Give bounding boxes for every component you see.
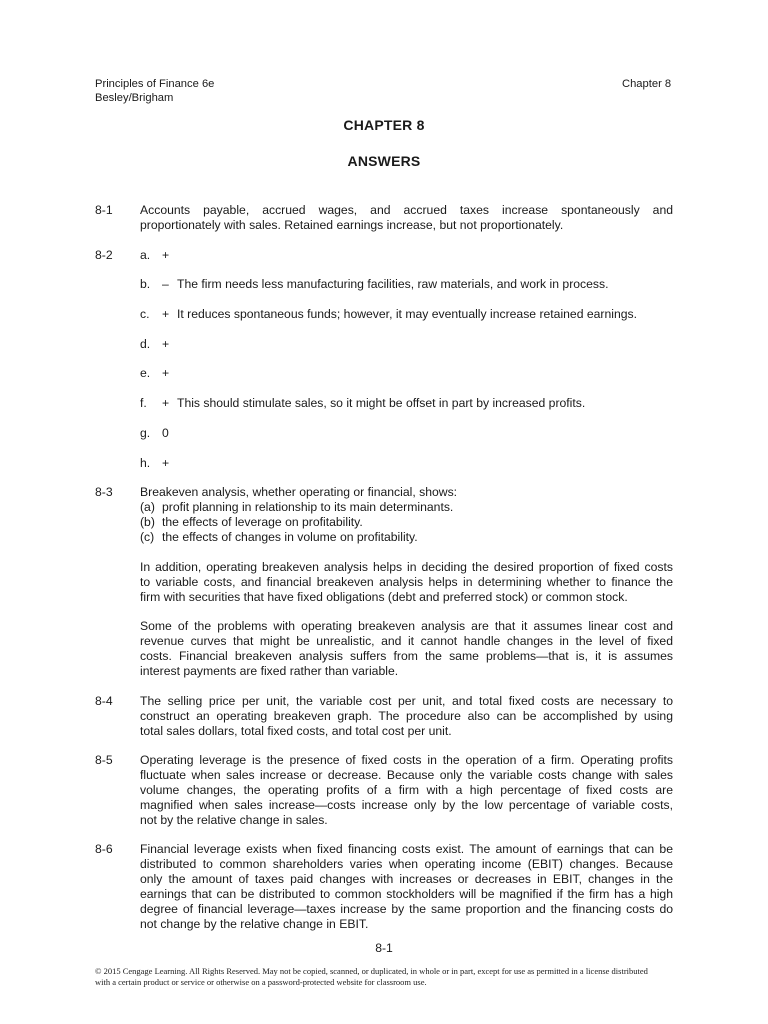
item-sign: + — [162, 396, 170, 410]
question-number: 8-3 — [95, 485, 113, 499]
answer-line: Operating leverage is the presence of fixed costs in the operation of a firm. Operating profits — [140, 753, 673, 767]
item-letter: b. — [140, 277, 151, 291]
footer-line: © 2015 Cengage Learning. All Rights Reserved. May not be copied, scanned, or duplicated, in whole or in part, except for use as permitted in a license distributed — [95, 966, 648, 976]
answer-intro: Breakeven analysis, whether operating or financial, shows: — [140, 485, 458, 499]
item-letter: d. — [140, 337, 151, 351]
answer-8-4 — [140, 694, 673, 739]
item-letter: a. — [140, 248, 151, 262]
item-sign: + — [162, 456, 170, 470]
item-letter: h. — [140, 456, 151, 470]
answer-item-d — [140, 337, 177, 352]
item-text: The firm needs less manufacturing facilities, raw materials, and work in process. — [177, 277, 609, 291]
item-sign: + — [162, 248, 170, 262]
list-item — [140, 530, 673, 545]
item-sign: + — [162, 337, 170, 351]
answer-line: The selling price per unit, the variable cost per unit, and total fixed costs are necessary to — [140, 694, 673, 708]
answer-line: Some of the problems with operating breakeven analysis are that it assumes linear cost and — [140, 619, 673, 633]
answer-line: firm with securities that have fixed obligations (debt and preferred stock) or common stock. — [140, 590, 628, 604]
question-number: 8-6 — [95, 842, 113, 856]
list-label: (a) — [140, 500, 155, 514]
answer-8-5 — [140, 753, 673, 828]
list-item — [140, 500, 673, 515]
question-number: 8-5 — [95, 753, 113, 767]
answer-line: Accounts payable, accrued wages, and accrued taxes increase spontaneously and — [140, 203, 673, 217]
answer-item-g — [140, 426, 177, 441]
book-title: Principles of Finance 6e — [95, 78, 215, 90]
question-number: 8-1 — [95, 203, 113, 217]
answer-8-3-paragraph-2 — [140, 560, 673, 605]
question-number: 8-2 — [95, 248, 113, 262]
answer-line: Financial leverage exists when fixed financing costs exist. The amount of earnings that can be — [140, 842, 673, 856]
item-text: This should stimulate sales, so it might be offset in part by increased profits. — [177, 396, 586, 410]
answer-item-b — [140, 277, 608, 292]
answer-item-c — [140, 307, 637, 322]
answer-line: costs. Financial breakeven analysis suffers from the same problems—that is, it is assumes — [140, 649, 673, 663]
list-text: the effects of changes in volume on profitability. — [162, 530, 418, 544]
list-text: profit planning in relationship to its main determinants. — [162, 500, 454, 514]
answer-line: proportionately with sales. Retained earnings increase, but not proportionately. — [140, 218, 564, 232]
list-label: (c) — [140, 530, 155, 544]
answer-line: distributed to common shareholders varies when operating income (EBIT) changes. Because — [140, 857, 673, 871]
answer-line: total sales dollars, total fixed costs, and total cost per unit. — [140, 724, 452, 738]
answer-line: revenue curves that might be unrealistic, and it cannot handle changes in the level of fixed — [140, 634, 673, 648]
answer-line: earnings that can be distributed to common stockholders will be magnified if the firm has a high — [140, 887, 673, 901]
chapter-title: CHAPTER 8 — [343, 117, 425, 133]
running-header-chapter: Chapter 8 — [622, 78, 672, 90]
list-text: the effects of leverage on profitability. — [162, 515, 363, 529]
answer-item-f — [140, 396, 585, 411]
answer-item-e — [140, 366, 177, 381]
item-letter: g. — [140, 426, 151, 440]
answer-line: not change by the relative change in EBIT. — [140, 917, 369, 931]
answer-line: to variable costs, and financial breakeven analysis helps in determining whether to finance the — [140, 575, 673, 589]
page-number: 8-1 — [375, 941, 393, 955]
item-sign: + — [162, 307, 170, 321]
item-letter: c. — [140, 307, 150, 321]
list-label: (b) — [140, 515, 155, 529]
answer-line: volume changes, the operating profits of a firm with a high percentage of fixed costs are — [140, 783, 673, 797]
answer-line: fluctuate when sales increase or decrease. Because only the variable costs change with sales — [140, 768, 673, 782]
item-sign: 0 — [162, 426, 169, 440]
section-title: ANSWERS — [347, 153, 421, 169]
item-letter: e. — [140, 366, 151, 380]
question-number: 8-4 — [95, 694, 113, 708]
answer-line: In addition, operating breakeven analysis helps in deciding the desired proportion of fixed costs — [140, 560, 673, 574]
answer-item-h — [140, 456, 177, 471]
answer-8-6 — [140, 842, 673, 932]
answer-8-3-list — [140, 485, 673, 545]
answer-8-3-paragraph-3 — [140, 619, 673, 679]
item-text: It reduces spontaneous funds; however, it may eventually increase retained earnings. — [177, 307, 638, 321]
copyright-footer — [95, 966, 673, 987]
answer-line: construct an operating breakeven graph. The procedure also can be accomplished by using — [140, 709, 673, 723]
answer-line: degree of financial leverage—taxes increase by the same proportion and the financing costs do — [140, 902, 673, 916]
item-sign: – — [162, 277, 169, 291]
item-sign: + — [162, 366, 170, 380]
answer-line: interest payments are fixed rather than variable. — [140, 664, 399, 678]
answer-line: only the amount of taxes paid changes with increases or decreases in EBIT, changes in the — [140, 872, 673, 886]
answer-line: not by the relative change in sales. — [140, 813, 328, 827]
book-authors: Besley/Brigham — [95, 92, 174, 104]
running-header-left — [95, 77, 214, 105]
answer-item-a — [140, 248, 177, 263]
answer-line: magnified when sales increase—costs increase only by the low percentage of variable costs, — [140, 798, 673, 812]
list-item — [140, 515, 673, 530]
item-letter: f. — [140, 396, 147, 410]
answer-8-1 — [140, 203, 673, 233]
footer-line: with a certain product or service or otherwise on a password-protected website for classroom use. — [95, 976, 427, 987]
